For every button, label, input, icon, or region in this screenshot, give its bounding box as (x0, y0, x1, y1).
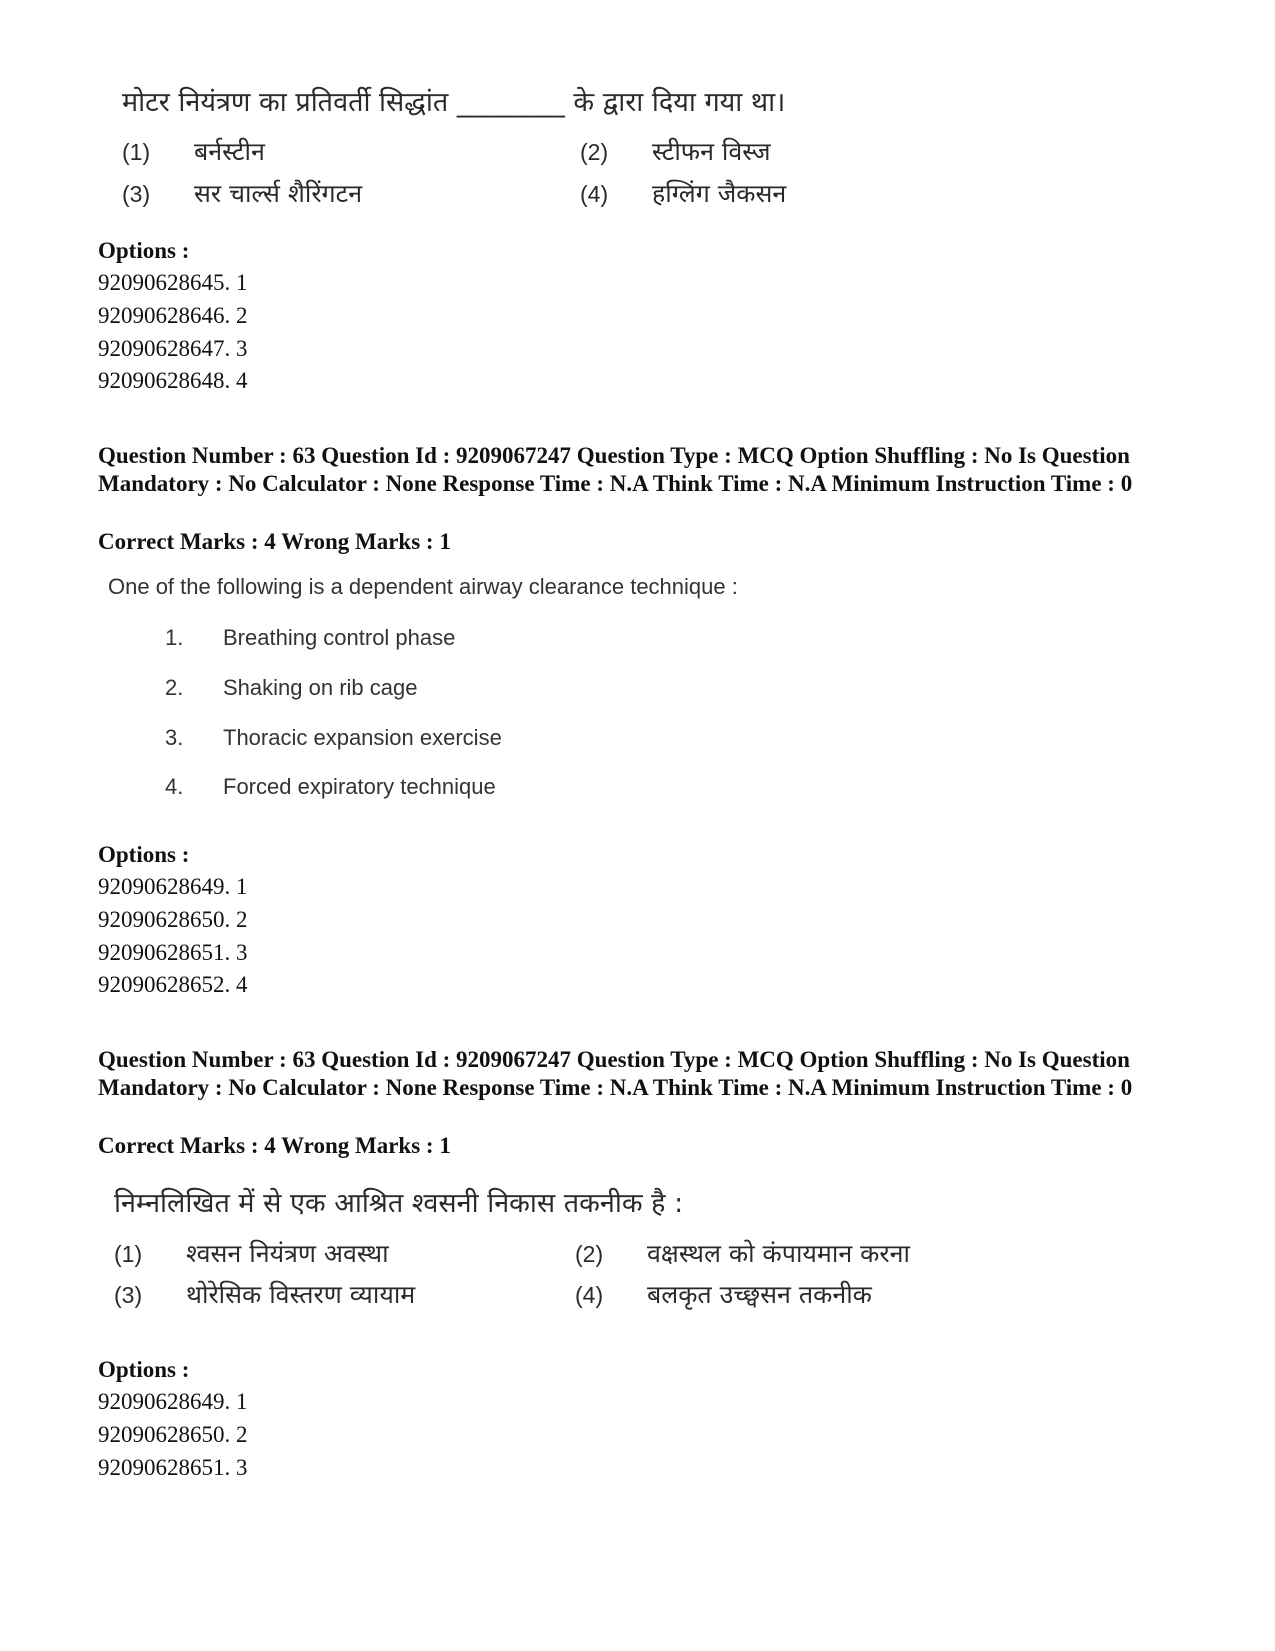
hindi-option-4 (580, 176, 786, 210)
hindi-option-number: (2) (575, 1241, 604, 1267)
hindi-option-2 (580, 134, 771, 168)
english-question-item-4 (165, 774, 496, 800)
hindi-option-3 (122, 176, 362, 210)
hindi-question-stem-2: निम्नलिखित में से एक आश्रित श्वसनी निकास तकनीक है : (114, 1188, 684, 1219)
hindi-option-number: (3) (122, 181, 151, 207)
hindi-option-number: (1) (114, 1241, 143, 1267)
hindi-option-number: (3) (114, 1282, 143, 1308)
hindi-option-number: (4) (580, 181, 609, 207)
english-question-item-3 (165, 725, 502, 751)
item-number: 2. (165, 675, 184, 700)
hindi-option-text: हग्लिंग जैकसन (652, 179, 787, 208)
options-label: Options : (98, 1357, 190, 1382)
english-question-item-2 (165, 675, 417, 701)
option-id-line: 92090628651. 3 (98, 940, 248, 965)
option-id-line: 92090628650. 2 (98, 1422, 248, 1447)
hindi-option-4 (575, 1277, 872, 1311)
option-id-line: 92090628645. 1 (98, 270, 248, 295)
item-text: Forced expiratory technique (223, 774, 496, 799)
option-id-line: 92090628647. 3 (98, 336, 248, 361)
hindi-option-text: वक्षस्थल को कंपायमान करना (647, 1239, 910, 1268)
option-id-line: 92090628649. 1 (98, 874, 248, 899)
option-id-line: 92090628652. 4 (98, 972, 248, 997)
hindi-question-stem-1: मोटर नियंत्रण का प्रतिवर्ती सिद्धांत ________ के द्वारा दिया गया था। (122, 87, 786, 118)
hindi-option-text: श्वसन नियंत्रण अवस्था (186, 1239, 389, 1268)
option-id-line: 92090628651. 3 (98, 1455, 248, 1480)
hindi-option-text: बर्नस्टीन (194, 137, 265, 166)
hindi-option-1 (122, 134, 265, 168)
option-id-line: 92090628650. 2 (98, 907, 248, 932)
item-number: 3. (165, 725, 184, 750)
hindi-option-number: (1) (122, 139, 151, 165)
option-id-line: 92090628646. 2 (98, 303, 248, 328)
item-number: 4. (165, 774, 184, 799)
option-id-line: 92090628649. 1 (98, 1389, 248, 1414)
item-text: Shaking on rib cage (223, 675, 418, 700)
option-id-line: 92090628648. 4 (98, 368, 248, 393)
item-text: Breathing control phase (223, 625, 456, 650)
item-number: 1. (165, 625, 184, 650)
hindi-option-text: सर चार्ल्स शैरिंगटन (194, 179, 363, 208)
hindi-option-number: (2) (580, 139, 609, 165)
question-marks: Correct Marks : 4 Wrong Marks : 1 (98, 1133, 451, 1158)
hindi-option-text: स्टीफन विस्ज (652, 137, 771, 166)
hindi-option-2 (575, 1236, 910, 1270)
question-meta: Question Number : 63 Question Id : 9209067247 Question Type : MCQ Option Shuffling : No Is Question Mandatory : No Calculator : None Response Time : N.A Think Time : N.A Minimum Instruction Time : 0 (98, 1047, 1133, 1100)
question-meta: Question Number : 63 Question Id : 9209067247 Question Type : MCQ Option Shuffling : No Is Question Mandatory : No Calculator : None Response Time : N.A Think Time : N.A Minimum Instruction Time : 0 (98, 443, 1133, 496)
item-text: Thoracic expansion exercise (223, 725, 502, 750)
hindi-option-text: बलकृत उच्छ्वसन तकनीक (647, 1280, 872, 1309)
english-question-item-1 (165, 625, 455, 651)
english-question-stem: One of the following is a dependent airway clearance technique : (108, 574, 738, 599)
hindi-option-number: (4) (575, 1282, 604, 1308)
hindi-option-text: थोरेसिक विस्तरण व्यायाम (186, 1280, 416, 1309)
question-marks: Correct Marks : 4 Wrong Marks : 1 (98, 529, 451, 554)
options-label: Options : (98, 238, 190, 263)
options-label: Options : (98, 842, 190, 867)
hindi-option-1 (114, 1236, 389, 1270)
hindi-option-3 (114, 1277, 415, 1311)
